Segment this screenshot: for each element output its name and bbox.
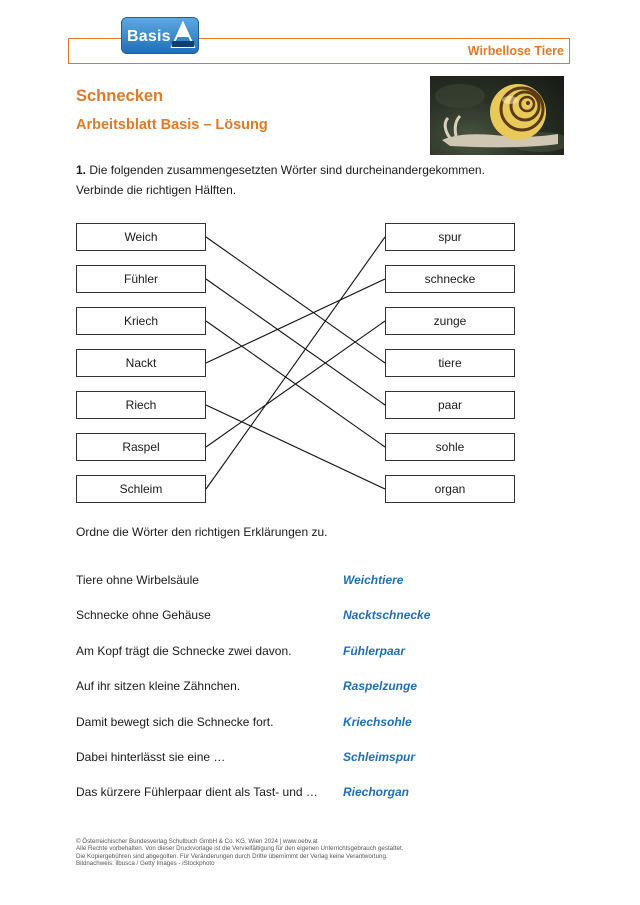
explanation-text: Auf ihr sitzen kleine Zähnchen.: [76, 679, 241, 694]
left-word-box: Schleim: [76, 475, 206, 503]
logo-text: Basis: [127, 28, 171, 45]
right-word-box: sohle: [385, 433, 515, 461]
snail-photo: [430, 76, 564, 155]
left-word-box: Nackt: [76, 349, 206, 377]
connection-line: [206, 279, 385, 405]
connection-line: [206, 279, 385, 363]
explanation-text: Das kürzere Fühlerpaar dient als Tast- und …: [76, 785, 318, 800]
answer-text: Fühlerpaar: [343, 643, 406, 658]
answer-text: Raspelzunge: [343, 679, 418, 694]
page-title: Schnecken: [76, 87, 164, 105]
left-word-box: Weich: [76, 223, 206, 251]
left-word-box: Raspel: [76, 433, 206, 461]
right-word-box: tiere: [385, 349, 515, 377]
task1-instruction-text: Die folgenden zusammengesetzten Wörter sind durcheinandergekommen.: [89, 163, 485, 177]
explanation-text: Tiere ohne Wirbelsäule: [76, 573, 199, 587]
right-word-box: schnecke: [385, 265, 515, 293]
answer-text: Weichtiere: [343, 573, 404, 587]
connection-line: [206, 237, 385, 489]
footer-line: Die Kopiergebühren sind abgegolten. Für Veränderungen durch Dritte übernimmt der Verlag keine Verantwortung.: [76, 852, 388, 860]
right-word-box: spur: [385, 223, 515, 251]
footer-line: © Österreichischer Bundesverlag Schulbuch GmbH & Co. KG, Wien 2024 | www.oebv.at: [76, 838, 318, 845]
connection-line: [206, 405, 385, 489]
connection-line: [206, 321, 385, 447]
page-subtitle: Arbeitsblatt Basis – Lösung: [76, 117, 268, 133]
right-word-box: zunge: [385, 307, 515, 335]
task1-instruction-2: Verbinde die richtigen Hälften.: [76, 183, 237, 197]
basis-logo: [121, 17, 199, 54]
task2-instruction: Ordne die Wörter den richtigen Erklärungen zu.: [76, 525, 328, 539]
explanation-text: Am Kopf trägt die Schnecke zwei davon.: [76, 643, 292, 658]
explanation-text: Schnecke ohne Gehäuse: [76, 608, 211, 623]
basis-triangle-logo-icon: [170, 21, 196, 50]
explanation-text: Dabei hinterlässt sie eine …: [76, 750, 226, 764]
answer-text: Kriechsohle: [343, 714, 412, 729]
footer: [76, 838, 403, 868]
answer-text: Riechorgan: [343, 785, 410, 800]
left-word-box: Riech: [76, 391, 206, 419]
right-word-box: paar: [385, 391, 515, 419]
left-word-box: Kriech: [76, 307, 206, 335]
answer-text: Schleimspur: [343, 750, 416, 764]
answer-text: Nacktschnecke: [343, 608, 431, 623]
connection-line: [206, 237, 385, 363]
connection-line: [206, 321, 385, 447]
header-topic: Wirbellose Tiere: [467, 44, 564, 58]
footer-line: Alle Rechte vorbehalten. Von dieser Druckvorlage ist die Vervielfältigung für den eigenen Unterrichtsgebrauch gestattet.: [76, 845, 404, 853]
task1-instruction: [76, 163, 485, 177]
task1-number: 1.: [76, 163, 87, 177]
right-word-box: organ: [385, 475, 515, 503]
left-word-box: Fühler: [76, 265, 206, 293]
footer-line: Bildnachweis: ilbusca / Getty Images - iStockphoto: [76, 860, 215, 868]
explanation-text: Damit bewegt sich die Schnecke fort.: [76, 714, 274, 729]
